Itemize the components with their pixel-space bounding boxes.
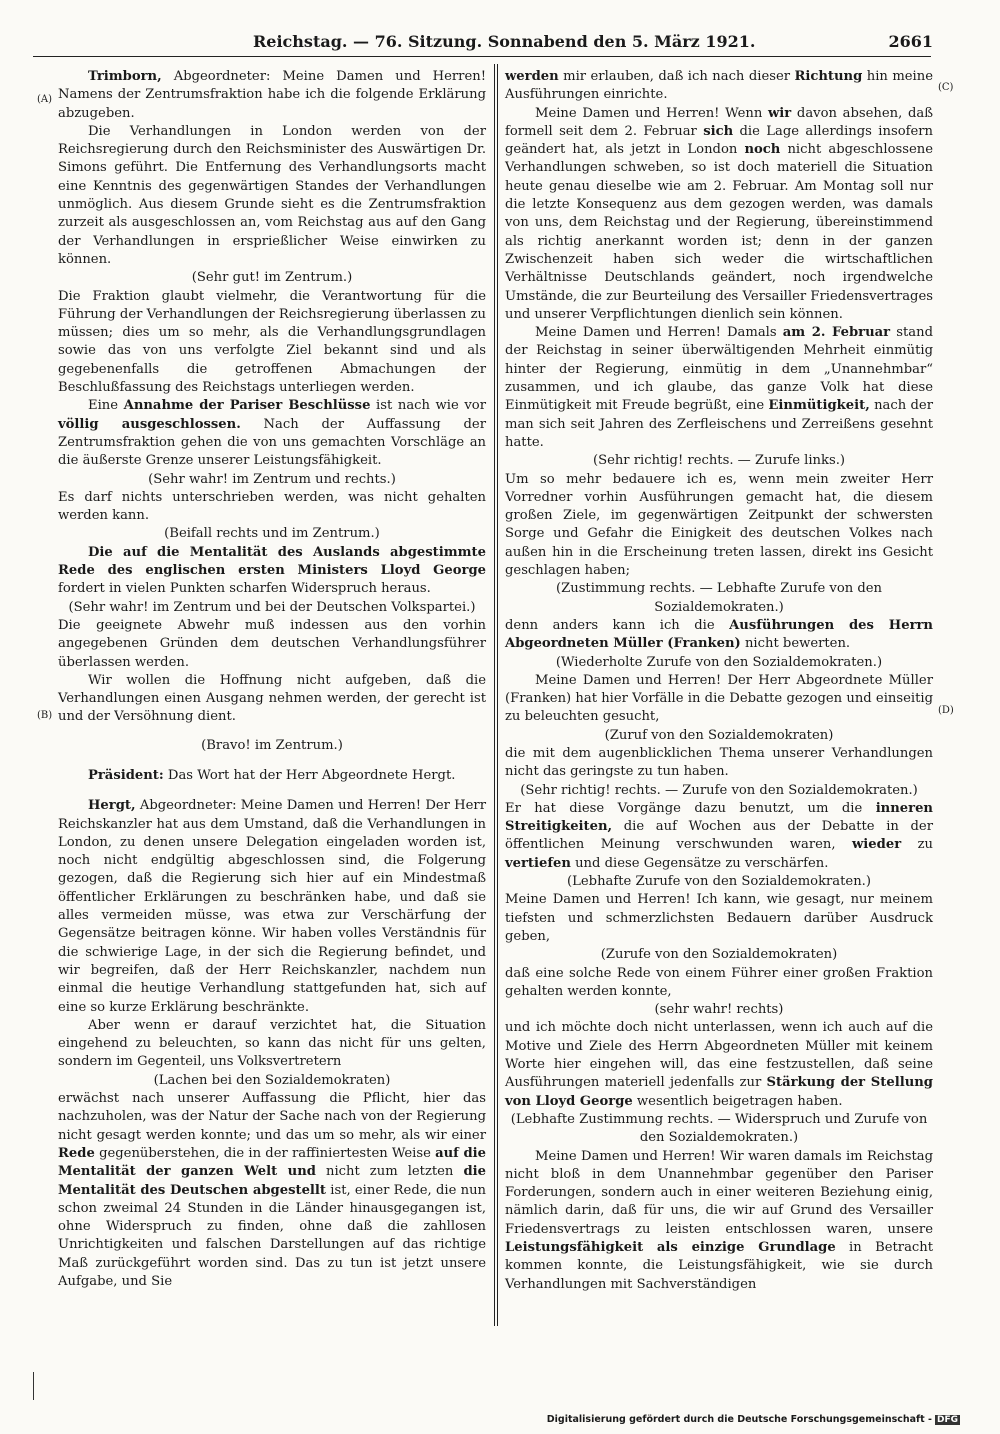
interjection: (Bravo! im Zentrum.) — [201, 737, 343, 753]
paragraph: die mit dem augenblicklichen Thema unserer Verhandlungen nicht das geringste zu tun haben. — [505, 745, 933, 780]
margin-mark-d: (D) — [938, 705, 954, 716]
running-title: Reichstag. — 76. Sitzung. Sonnabend den 5. März 1921. — [253, 32, 756, 51]
dfg-logo-icon: DFG — [936, 1415, 958, 1425]
paragraph: Meine Damen und Herren! Der Herr Abgeordnete Müller (Franken) hat hier Vorfälle in die Debatte gezogen und einseitig zu beleuchten gesucht, — [505, 672, 933, 725]
paragraph: und ich möchte doch nicht unterlassen, wenn ich auch auf die Motive und Ziele des Herrn Abgeordneten Müller mit keinem Worte hier eingehen will, das eine festzustellen, daß seine Ausführungen materiell jedenfalls zur Stärkung der Stellung von Lloyd George wesentlich beigetragen haben. — [505, 1020, 933, 1109]
header-rule — [33, 56, 931, 57]
paragraph: Eine Annahme der Pariser Beschlüsse ist nach wie vor völlig ausgeschlossen. Nach der Auffassung der Zentrumsfraktion gehen die von uns gemachten Vorschläge an die äußerste Grenze unserer Leistungsfähigkeit. — [58, 398, 486, 469]
interjection: (Wiederholte Zurufe von den Sozialdemokraten.) — [555, 654, 883, 670]
running-header — [253, 28, 933, 54]
speaker-name: Präsident: — [88, 767, 164, 783]
paragraph: werden mir erlauben, daß ich nach dieser Richtung hin meine Ausführungen einrichte. — [505, 69, 933, 103]
right-column — [505, 68, 933, 1294]
interjection: (Beifall rechts und im Zentrum.) — [164, 526, 380, 542]
footer-text: Digitalisierung gefördert durch die Deutsche Forschungsgemeinschaft - — [546, 1414, 932, 1425]
paragraph: Trimborn, Abgeordneter: Meine Damen und Herren! Namens der Zentrumsfraktion habe ich die folgende Erklärung abzugeben. — [58, 69, 486, 121]
interjection: (Sehr wahr! im Zentrum und bei der Deutschen Volkspartei.) — [68, 599, 476, 615]
page-number: 2661 — [888, 32, 933, 51]
paragraph: Die geeignete Abwehr muß indessen aus den vorhin angegebenen Gründen dem deutschen Verhandlungsführer überlassen werden. — [58, 617, 486, 670]
paragraph: Meine Damen und Herren! Wir waren damals im Reichstag nicht bloß in dem Unannehmbar gegenüber den Pariser Forderungen, sondern auch in einer weiteren Beziehung einig, nämlich darin, daß für uns, die wir auf Grund des Versailler Friedensvertrags zu leisten entschlossen waren, unsere Leistungsfähigkeit als einzige Grundlage in Betracht kommen konnte, die Leistungsfähigkeit, wie sie durch Verhandlungen mit Sachverständigen — [505, 1148, 934, 1292]
paragraph: daß eine solche Rede von einem Führer einer großen Fraktion gehalten werden konnte, — [505, 965, 933, 999]
margin-mark-b: (B) — [37, 710, 53, 721]
interjection: (Sehr gut! im Zentrum.) — [191, 270, 353, 286]
paragraph: Er hat diese Vorgänge dazu benutzt, um die inneren Streitigkeiten, die auf Wochen aus der Debatte in der öffentlichen Meinung verschwunden waren, wieder zu vertiefen und diese Gegensätze zu verschärfen. — [505, 800, 933, 871]
interjection: (Zustimmung rechts. — Lebhafte Zurufe von den Sozialdemokraten.) — [555, 581, 883, 615]
speaker-name: Trimborn, — [88, 69, 162, 84]
digitization-credit — [547, 1414, 960, 1425]
interjection: (Lebhafte Zurufe von den Sozialdemokraten.) — [567, 874, 871, 890]
interjection: (Sehr richtig! rechts. — Zurufe links.) — [592, 453, 846, 469]
paragraph: Die Verhandlungen in London werden von der Reichsregierung durch den Reichsminister des Auswärtigen Dr. Simons geführt. Die Entfernung des Verhandlungsorts macht eine Kenntnis des gegenwärtigen Standes der Verhandlungen unmöglich. Aus diesem Grunde sieht es die Zentrumsfraktion zurzeit als ausgeschlossen an, vom Reichstag aus auf den Gang der Verhandlungen in ersprießlicher Weise einwirken zu können. — [58, 123, 486, 267]
left-column — [58, 68, 486, 1291]
interjection: (Sehr wahr! im Zentrum und rechts.) — [148, 471, 396, 487]
paragraph: Aber wenn er darauf verzichtet hat, die Situation eingehend zu beleuchten, so kann das nicht für uns gelten, sondern im Gegenteil, uns Volksvertretern — [58, 1017, 486, 1070]
column-divider — [494, 64, 495, 1326]
paragraph: Hergt, Abgeordneter: Meine Damen und Herren! Der Herr Reichskanzler hat aus dem Umstand, daß die Verhandlungen in London, zu denen unsere Delegation eingeladen worden ist, noch nicht endgültig abgeschlossen sind, die Folgerung gezogen, daß die Regierung sich hier auf ein Mindestmaß öffentlicher Erklärungen zu beschränken habe, und daß sie alles vermeiden müsse, was etwa zur Verschärfung der Gegensätze beitragen könne. Wir haben volles Verständnis für die schwierige Lage, in der sich die Regierung befindet, und wir begreifen, daß der Herr Reichskanzler, nachdem nun einmal die heutige Verhandlung stattgefunden hat, sich auf eine so kurze Erklärung beschränkte. — [58, 798, 486, 1015]
paragraph: Meine Damen und Herren! Wenn wir davon absehen, daß formell seit dem 2. Februar sich die Lage allerdings insofern geändert hat, als jetzt in London noch nicht abgeschlossene Verhandlungen schweben, so ist doch materiell die Situation heute genau dieselbe wie am 2. Februar. Am Montag soll nur die letzte Konsequenz aus dem gezogen werden, was damals von uns, dem Reichstag und der Regierung, übereinstimmend als richtig anerkannt worden ist; denn in der ganzen Zwischenzeit haben sich weder die wirtschaftlichen Verhältnisse Deutschlands geändert, noch irgendwelche Umstände, die zur Beurteilung des Versailler Friedensvertrages und unserer Verpflichtungen dienlich sein können. — [505, 105, 933, 322]
interjection: (Lebhafte Zustimmung rechts. — Widerspruch und Zurufe von den Sozialdemokraten.) — [510, 1111, 928, 1146]
paragraph: Präsident: Das Wort hat der Herr Abgeordnete Hergt. — [88, 767, 456, 783]
paragraph: erwächst nach unserer Auffassung die Pflicht, hier das nachzuholen, was der Natur der Sache nach von der Regierung nicht gesagt werden konnte; und das um so mehr, als wir einer Rede gegenüberstehen, die in der raffiniertesten Weise auf die Mentalität der ganzen Welt und nicht zum letzten die Mentalität des Deutschen abgestellt ist, einer Rede, die nun schon zweimal 24 Stunden in die Länder hinausgegangen ist, ohne Widerspruch zu finden, ohne daß die zahllosen Unrichtigkeiten und falschen Darstellungen auf das richtige Maß zurückgeführt worden sind. Das zu tun ist jetzt unsere Aufgabe, und Sie — [58, 1091, 487, 1289]
interjection: (Sehr richtig! rechts. — Zurufe von den Sozialdemokraten.) — [520, 782, 918, 798]
paragraph: Meine Damen und Herren! Ich kann, wie gesagt, nur meinem tiefsten und schmerzlichsten Bedauern darüber Ausdruck geben, — [505, 892, 933, 944]
speaker-name: Hergt, — [88, 798, 136, 814]
margin-mark-c: (C) — [938, 82, 954, 93]
paragraph: Wir wollen die Hoffnung nicht aufgeben, daß die Verhandlungen einen Ausgang nehmen werden, der gerecht ist und der Versöhnung dient. — [58, 672, 486, 725]
paragraph: Es darf nichts unterschrieben werden, was nicht gehalten werden kann. — [58, 489, 486, 524]
paragraph: Die auf die Mentalität des Auslands abgestimmte Rede des englischen ersten Ministers Lloyd George fordert in vielen Punkten scharfen Widerspruch heraus. — [58, 544, 486, 597]
interjection: (sehr wahr! rechts) — [654, 1002, 784, 1018]
column-divider-double — [497, 64, 498, 1326]
margin-mark-a: (A) — [37, 94, 53, 105]
interjection: (Zuruf von den Sozialdemokraten) — [604, 727, 834, 743]
paragraph: Um so mehr bedauere ich es, wenn mein zweiter Herr Vorredner vorhin Ausführungen gemacht hat, die diesem großen Ziele, im gegenwärtigen Zeitpunkt der schwersten Sorge und Gefahr die Einigkeit des deutschen Volkes nach außen hin in die Erscheinung treten lassen, direkt ins Gesicht geschlagen haben; — [505, 471, 933, 579]
paragraph: Die Fraktion glaubt vielmehr, die Verantwortung für die Führung der Verhandlungen der Reichsregierung überlassen zu müssen; dies um so mehr, als die Verhandlungsgrundlagen sowie das von uns verfolgte Ziel bekannt sind und als gegebenenfalls die getroffenen Abmachungen der Beschlußfassung des Reichstags unterliegen werden. — [58, 288, 486, 396]
interjection: (Zurufe von den Sozialdemokraten) — [600, 947, 838, 963]
paragraph: denn anders kann ich die Ausführungen des Herrn Abgeordneten Müller (Franken) nicht bewerten. — [505, 617, 933, 652]
scan-artifact-line — [33, 1372, 34, 1400]
interjection: (Lachen bei den Sozialdemokraten) — [153, 1072, 391, 1088]
paragraph: Meine Damen und Herren! Damals am 2. Februar stand der Reichstag in seiner überwältigenden Mehrheit einmütig hinter der Regierung, einmütig in dem „Unannehmbar“ zusammen, und ich glaube, das ganze Volk hat diese Einmütigkeit mit Freude begrüßt, eine Einmütigkeit, nach der man sich seit Jahren des Zerfleischens und Zerreißens gesehnt hatte. — [505, 325, 933, 450]
